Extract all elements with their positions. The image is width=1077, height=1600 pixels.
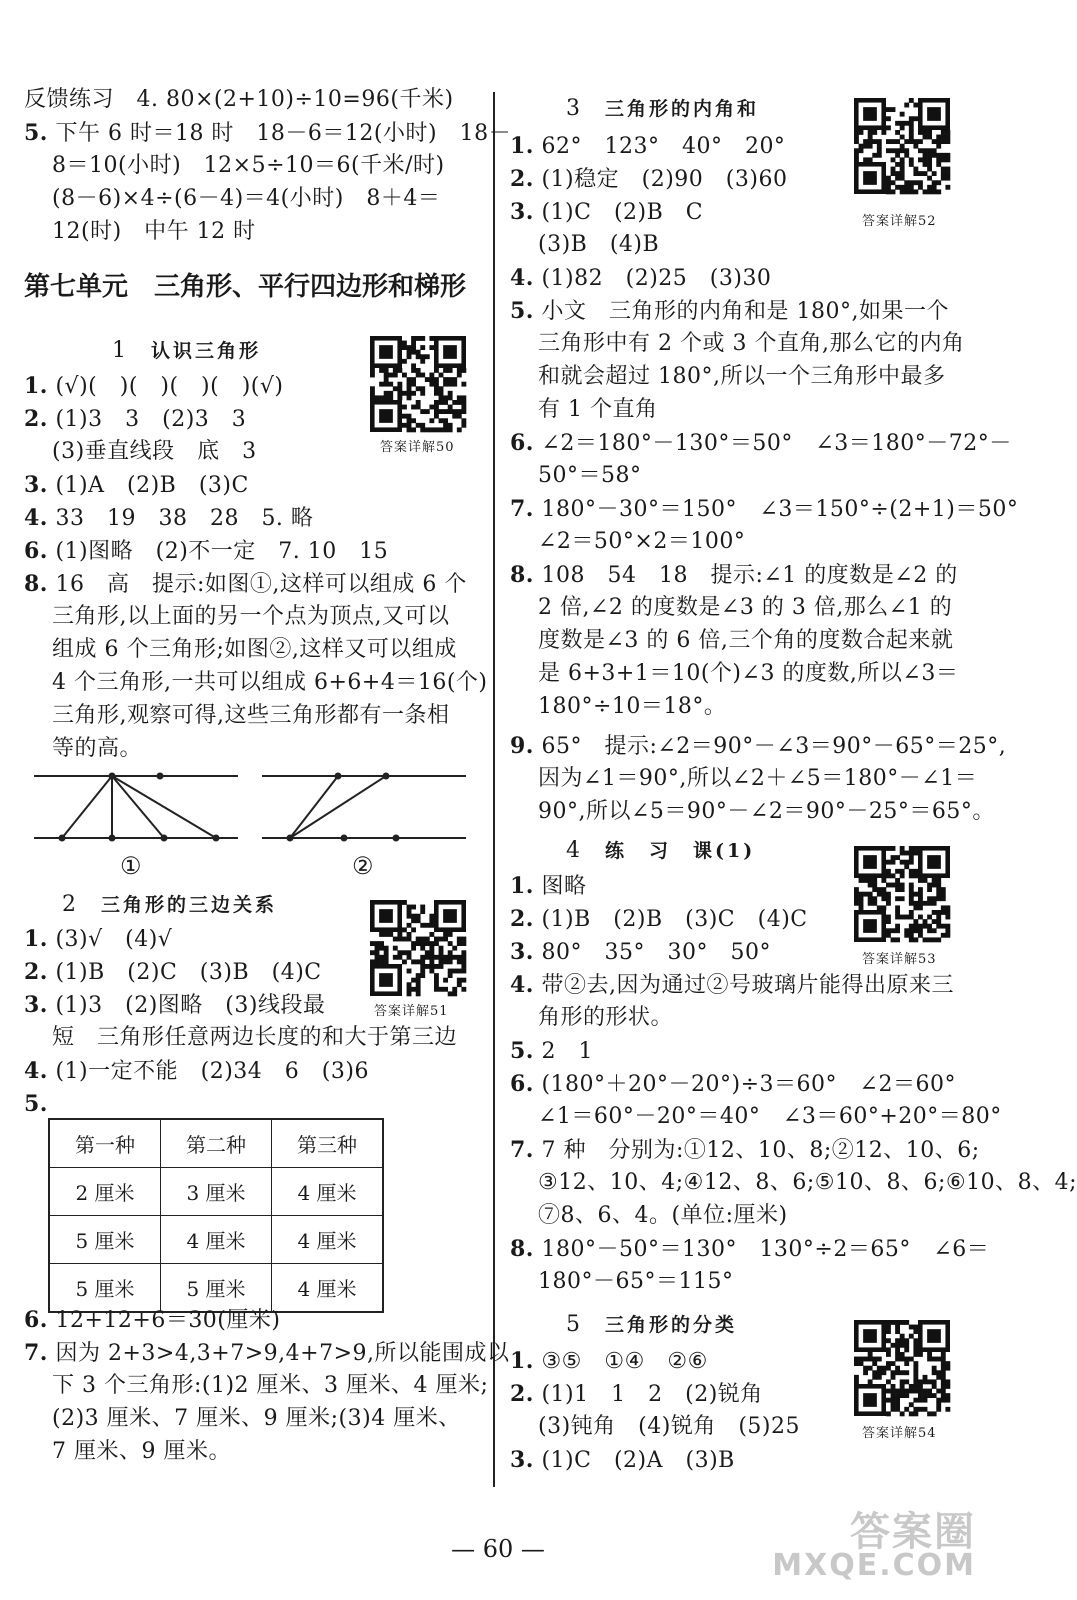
- answer-line: 9. 65° 提示:∠2＝90°－∠3＝90°－65°＝25°,: [510, 733, 1007, 759]
- answer-line: 2. (1)稳定 (2)90 (3)60: [510, 166, 788, 192]
- answer-line: ∠2＝50°×2＝100°: [538, 529, 746, 554]
- table-cell: 5 厘米: [49, 1264, 161, 1313]
- answer-line: 4. (1)82 (2)25 (3)30: [510, 265, 772, 291]
- answer-line: (3)钝角 (4)锐角 (5)25: [538, 1414, 800, 1439]
- table-header: 第一种: [49, 1119, 161, 1168]
- answer-line: 5. 小文 三角形的内角和是 180°,如果一个: [510, 298, 949, 324]
- qr-caption-54: 答案详解54: [862, 1426, 937, 1441]
- section-1-title: 1 认识三角形: [112, 338, 262, 363]
- answer-line: 度数是∠3 的 6 倍,三个角的度数合起来就: [538, 628, 954, 653]
- section-2-title: 2 三角形的三边关系: [62, 892, 278, 917]
- table-cell: 5 厘米: [49, 1216, 161, 1264]
- table-cell: 4 厘米: [161, 1216, 272, 1264]
- table-cell: 4 厘米: [272, 1264, 384, 1313]
- qr-code-51[interactable]: [370, 900, 466, 996]
- answer-line: 8. 108 54 18 提示:∠1 的度数是∠2 的: [510, 562, 958, 588]
- answer-line: (3)B (4)B: [538, 232, 660, 257]
- answer-line: 角形的形状。: [538, 1005, 674, 1030]
- answer-line: 1. (√)( )( )( )( )(√): [24, 373, 284, 399]
- triangle-sides-table: [48, 1118, 384, 1313]
- answer-line: 2. (1)1 1 2 (2)锐角: [510, 1381, 763, 1407]
- answer-line: 50°＝58°: [538, 463, 642, 488]
- answer-line: 等的高。: [52, 736, 143, 761]
- answer-line: 4. 带②去,因为通过②号玻璃片能得出原来三: [510, 972, 954, 998]
- triangle-figures: [30, 766, 470, 886]
- watermark-logo: 答案圈: [850, 1509, 976, 1555]
- answer-line: 6. 12+12+6＝30(厘米): [24, 1307, 281, 1333]
- table-header-row: [49, 1119, 383, 1168]
- answer-line: (2)3 厘米、7 厘米、9 厘米;(3)4 厘米、: [52, 1406, 461, 1431]
- table-cell: 4 厘米: [272, 1216, 384, 1264]
- watermark-url: MXQE.COM: [772, 1548, 976, 1583]
- qr-code-54[interactable]: [854, 1320, 950, 1416]
- answer-line: 180°÷10＝18°。: [538, 694, 727, 719]
- qr-code-53[interactable]: [854, 846, 950, 942]
- answer-line: (8－6)×4÷(6－4)＝4(小时) 8＋4＝: [52, 186, 441, 211]
- qr-caption-52: 答案详解52: [862, 214, 937, 229]
- answer-line: 5. 下午 6 时＝18 时 18－6＝12(小时) 18－: [24, 120, 512, 146]
- section-3-title: 3 三角形的内角和: [566, 96, 760, 121]
- table-row: [49, 1216, 383, 1264]
- answer-line: 6. (180°＋20°－20°)÷3＝60° ∠2＝60°: [510, 1071, 956, 1097]
- table-cell: 5 厘米: [161, 1264, 272, 1313]
- answer-line: 三角形,观察可得,这些三角形都有一条相: [52, 703, 450, 728]
- answer-line: 有 1 个直角: [538, 397, 658, 422]
- answer-line: 6. (1)图略 (2)不一定 7. 10 15: [24, 538, 389, 564]
- answer-line: 180°－65°＝115°: [538, 1269, 734, 1294]
- section-4-title: 4 练 习 课(1): [566, 838, 756, 863]
- qr-code-52[interactable]: [854, 98, 950, 194]
- page-number: — 60 —: [451, 1535, 545, 1563]
- answer-line: 组成 6 个三角形;如图②,这样又可以组成: [52, 637, 457, 662]
- answer-line: 3. (1)C (2)B C: [510, 199, 704, 225]
- answer-line: (3)垂直线段 底 3: [52, 439, 257, 464]
- table-header: 第三种: [272, 1119, 384, 1168]
- answer-line: 12(时) 中午 12 时: [52, 219, 256, 244]
- answer-line: 2. (1)3 3 (2)3 3: [24, 406, 247, 432]
- table-row: [49, 1168, 383, 1216]
- answer-line: 1. ③⑤ ①④ ②⑥: [510, 1348, 708, 1374]
- answer-line: 1. 62° 123° 40° 20°: [510, 133, 786, 159]
- figure-1-label: ①: [120, 852, 143, 880]
- answer-line: 因为∠1＝90°,所以∠2＋∠5＝180°－∠1＝: [538, 766, 978, 791]
- answer-line: 8＝10(小时) 12×5÷10＝6(千米/时): [52, 153, 445, 178]
- answer-line: 反馈练习 4. 80×(2+10)÷10=96(千米): [24, 87, 454, 112]
- answer-line: 1. 图略: [510, 873, 587, 899]
- qr-caption-50: 答案详解50: [380, 440, 455, 455]
- answer-line: 1. (3)√ (4)√: [24, 926, 173, 952]
- qr-code-50[interactable]: [370, 336, 466, 432]
- answer-line: 7. 180°－30°＝150° ∠3＝150°÷(2+1)＝50°: [510, 496, 1019, 522]
- answer-line: 8. 16 高 提示:如图①,这样可以组成 6 个: [24, 571, 467, 597]
- qr-caption-53: 答案详解53: [862, 952, 937, 967]
- answer-line: ∠1＝60°－20°＝40° ∠3＝60°+20°＝80°: [538, 1104, 1002, 1129]
- answer-line: 5.: [24, 1091, 48, 1117]
- answer-line: 2. (1)B (2)B (3)C (4)C: [510, 906, 808, 932]
- answer-line: 90°,所以∠5＝90°－∠2＝90°－25°＝65°。: [538, 799, 995, 824]
- table-header: 第二种: [161, 1119, 272, 1168]
- answer-line: 3. (1)C (2)A (3)B: [510, 1447, 735, 1473]
- qr-caption-51: 答案详解51: [374, 1004, 449, 1019]
- answer-line: 5. 2 1: [510, 1038, 593, 1064]
- answer-line: 三角形中有 2 个或 3 个直角,那么它的内角: [538, 331, 965, 356]
- table-cell: 2 厘米: [49, 1168, 161, 1216]
- answer-line: 下 3 个三角形:(1)2 厘米、3 厘米、4 厘米;: [52, 1373, 489, 1398]
- section-5-title: 5 三角形的分类: [566, 1312, 738, 1337]
- answer-line: 7 厘米、9 厘米。: [52, 1439, 231, 1464]
- answer-line: 4 个三角形,一共可以组成 6+6+4＝16(个): [52, 670, 488, 695]
- answer-line: 3. (1)A (2)B (3)C: [24, 472, 249, 498]
- answer-line: 4. 33 19 38 28 5. 略: [24, 505, 314, 531]
- answer-line: 3. (1)3 (2)图略 (3)线段最: [24, 992, 326, 1018]
- answer-line: 短 三角形任意两边长度的和大于第三边: [52, 1025, 458, 1050]
- answer-line: 2 倍,∠2 的度数是∠3 的 3 倍,那么∠1 的: [538, 595, 953, 620]
- answer-line: 是 6+3+1＝10(个)∠3 的度数,所以∠3＝: [538, 661, 959, 686]
- answer-line: 7. 因为 2+3>4,3+7>9,4+7>9,所以能围成以: [24, 1340, 510, 1366]
- answer-line: 8. 180°－50°＝130° 130°÷2＝65° ∠6＝: [510, 1236, 990, 1262]
- answer-line: 2. (1)B (2)C (3)B (4)C: [24, 959, 322, 985]
- answer-line: 6. ∠2＝180°－130°＝50° ∠3＝180°－72°－: [510, 430, 1012, 456]
- table-cell: 3 厘米: [161, 1168, 272, 1216]
- answer-line: 和就会超过 180°,所以一个三角形中最多: [538, 364, 946, 389]
- answer-line: ⑦8、6、4。(单位:厘米): [538, 1203, 788, 1228]
- unit-title: 第七单元 三角形、平行四边形和梯形: [24, 272, 467, 302]
- answer-line: 7. 7 种 分别为:①12、10、8;②12、10、6;: [510, 1137, 980, 1163]
- answer-line: 三角形,以上面的另一个点为顶点,又可以: [52, 604, 450, 629]
- answer-line: 4. (1)一定不能 (2)34 6 (3)6: [24, 1058, 369, 1084]
- column-divider: [493, 92, 495, 1487]
- figure-2-label: ②: [352, 852, 375, 880]
- answer-line: ③12、10、4;④12、8、6;⑤10、8、6;⑥10、8、4;: [538, 1170, 1077, 1195]
- answer-line: 3. 80° 35° 30° 50°: [510, 939, 771, 965]
- table-cell: 4 厘米: [272, 1168, 384, 1216]
